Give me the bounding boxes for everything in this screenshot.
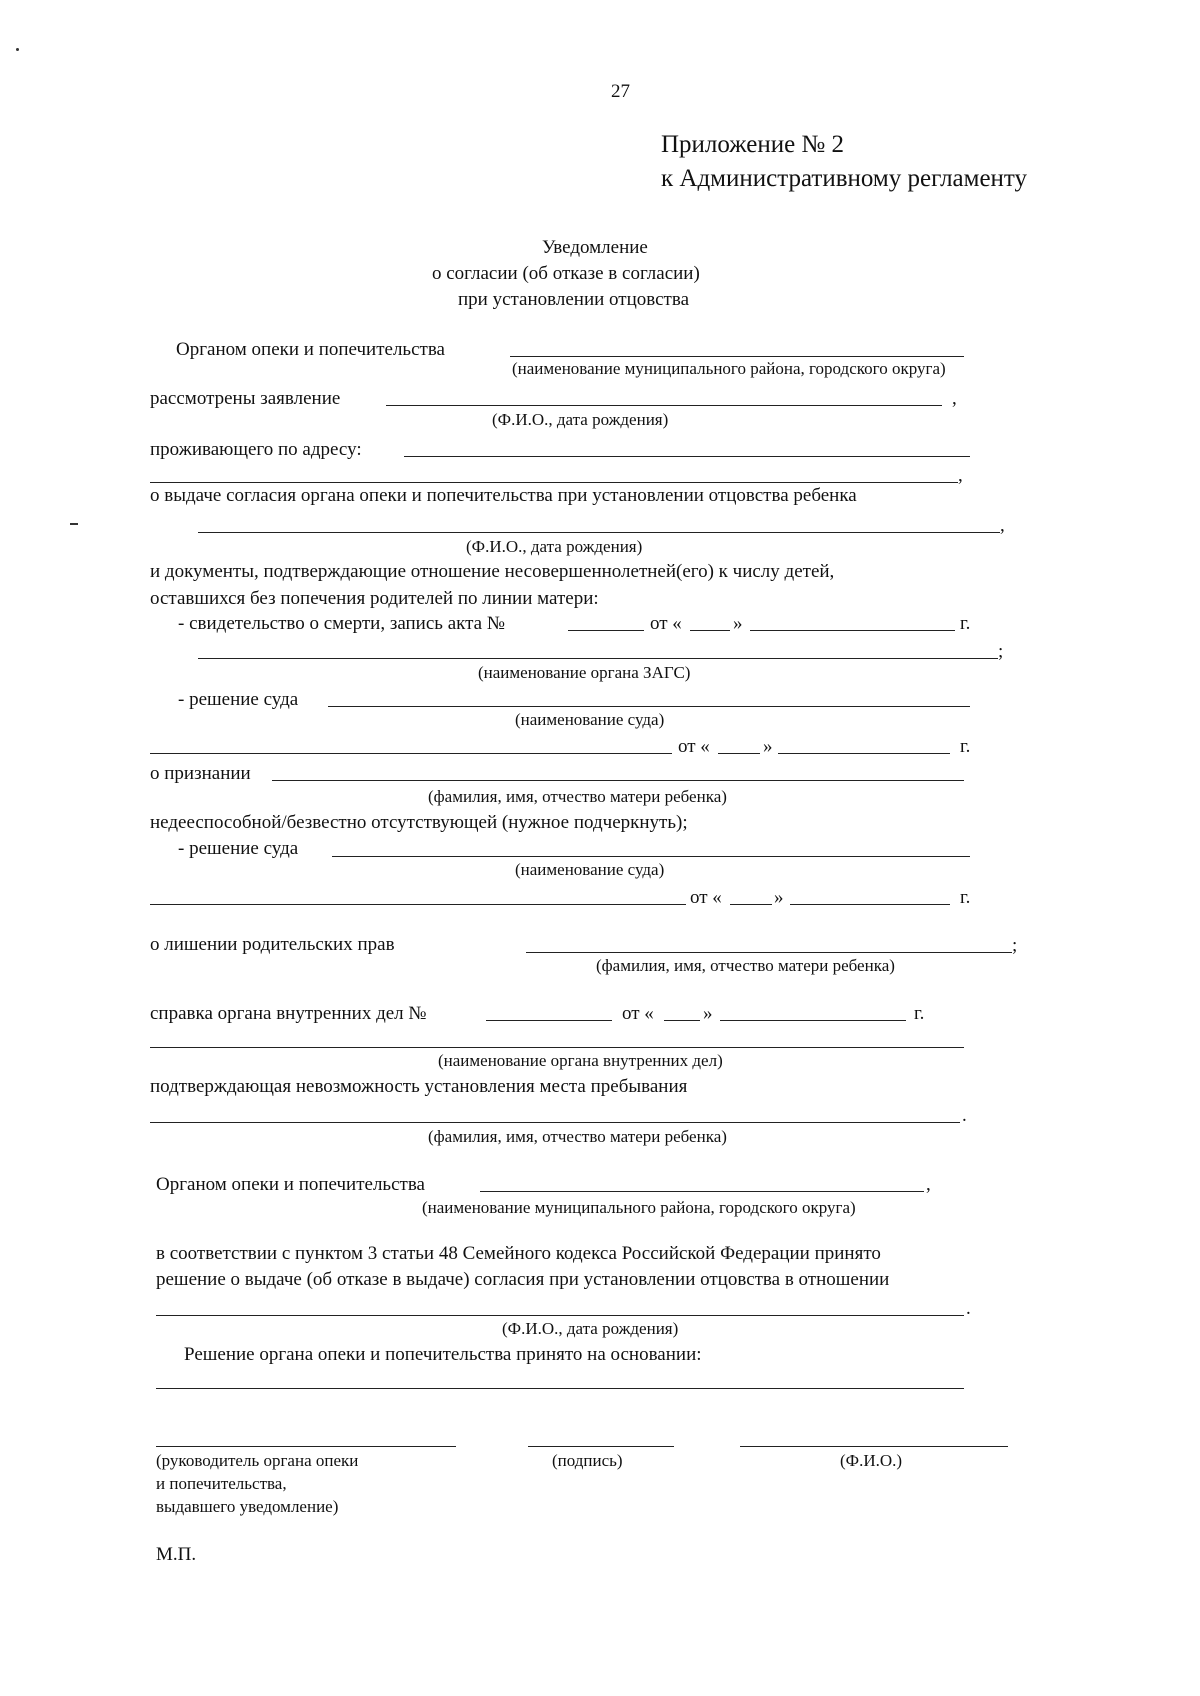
confirming-text: подтверждающая невозможность установления места пребывания [150,1076,688,1097]
court2-quote: » [774,887,784,908]
court2-name-field[interactable] [332,856,970,857]
deprivation-hint: (фамилия, имя, отчество матери ребенка) [596,956,895,975]
document-title: Уведомление [542,237,648,258]
organ2-hint: (наименование муниципального района, городского округа) [422,1198,856,1217]
signature-label: (подпись) [552,1451,623,1470]
death-cert-year: г. [960,613,971,634]
police-year: г. [914,1003,925,1024]
death-cert-quote: » [733,613,743,634]
court1-number-field[interactable] [150,753,672,754]
police-from: от « [622,1003,654,1024]
confirming-hint: (фамилия, имя, отчество матери ребенка) [428,1127,727,1146]
court2-year: г. [960,887,971,908]
documents-text-2: оставшихся без попечения родителей по линии матери: [150,588,599,609]
basis-text: Решение органа опеки и попечительства принято на основании: [184,1344,702,1365]
name-label: (Ф.И.О.) [840,1451,903,1470]
zags-hint: (наименование органа ЗАГС) [478,663,691,682]
police-organ-hint: (наименование органа внутренних дел) [438,1051,723,1070]
stamp-label: М.П. [156,1544,197,1565]
death-cert-label: - свидетельство о смерти, запись акта № [178,613,505,634]
decision-person-field[interactable] [156,1315,964,1316]
court2-label: - решение суда [178,838,299,859]
recognition-label: о признании [150,763,251,784]
appendix-title: Приложение № 2 [661,131,845,158]
deprivation-semicolon: ; [1012,935,1018,956]
police-number-field[interactable] [486,1020,612,1021]
decision-text-2: решение о выдаче (об отказе в выдаче) согласия при установлении отцовства в отношении [156,1269,890,1290]
address-label: проживающего по адресу: [150,439,362,460]
death-cert-date-field[interactable] [750,630,955,631]
document-subtitle-1: о согласии (об отказе в согласии) [432,263,700,284]
scan-mark [70,523,78,525]
documents-text-1: и документы, подтверждающие отношение несовершеннолетней(его) к числу детей, [150,561,835,582]
court1-hint: (наименование суда) [515,710,665,729]
police-quote: » [703,1003,713,1024]
applicant-comma: , [952,388,957,409]
applicant-label: рассмотрены заявление [150,388,341,409]
court2-hint: (наименование суда) [515,860,665,879]
confirming-field[interactable] [150,1122,960,1123]
organ-hint: (наименование муниципального района, городского округа) [512,359,946,378]
death-cert-number-field[interactable] [568,630,644,631]
confirming-period: . [962,1105,967,1126]
head-label-2: и попечительства, [156,1474,287,1493]
basis-field[interactable] [156,1388,964,1389]
organ2-label: Органом опеки и попечительства [156,1174,425,1195]
deprivation-label: о лишении родительских прав [150,934,395,955]
child-field[interactable] [198,532,1000,533]
decision-text-1: в соответствии с пунктом 3 статьи 48 Семейного кодекса Российской Федерации принято [156,1243,881,1264]
consent-text: о выдаче согласия органа опеки и попечительства при установлении отцовства ребенка [150,485,857,506]
court1-date-field[interactable] [778,753,950,754]
organ2-name-field[interactable] [480,1191,924,1192]
applicant-hint: (Ф.И.О., дата рождения) [492,410,669,429]
organ2-comma: , [926,1174,931,1195]
court2-date-field[interactable] [790,904,950,905]
death-cert-day-field[interactable] [690,630,730,631]
court2-day-field[interactable] [730,904,772,905]
recognition-hint: (фамилия, имя, отчество матери ребенка) [428,787,727,806]
recognition-field[interactable] [272,780,964,781]
death-cert-from: от « [650,613,682,634]
child-hint: (Ф.И.О., дата рождения) [466,537,643,556]
zags-semicolon: ; [998,641,1004,662]
court1-from: от « [678,736,710,757]
address-field-2[interactable] [150,482,958,483]
zags-field[interactable] [198,658,998,659]
head-signature-line[interactable] [156,1446,456,1447]
applicant-field[interactable] [386,405,942,406]
document-subtitle-2: при установлении отцовства [458,289,690,310]
deprivation-field[interactable] [526,952,1012,953]
court2-from: от « [690,887,722,908]
police-label: справка органа внутренних дел № [150,1003,427,1024]
organ-label: Органом опеки и попечительства [176,339,445,360]
decision-period: . [966,1298,971,1319]
address-field[interactable] [404,456,970,457]
appendix-subtitle: к Административному регламенту [661,165,1028,192]
police-day-field[interactable] [664,1020,700,1021]
court1-quote: » [763,736,773,757]
child-comma: , [1000,515,1005,536]
incapacity-text: недееспособной/безвестно отсутствующей (нужное подчеркнуть); [150,812,688,833]
police-organ-field[interactable] [150,1047,964,1048]
court1-year: г. [960,736,971,757]
court1-day-field[interactable] [718,753,760,754]
head-label-3: выдавшего уведомление) [156,1497,339,1516]
organ-name-field[interactable] [510,356,964,357]
court1-name-field[interactable] [328,706,970,707]
name-line[interactable] [740,1446,1008,1447]
signature-line[interactable] [528,1446,674,1447]
decision-person-hint: (Ф.И.О., дата рождения) [502,1319,679,1338]
court1-label: - решение суда [178,689,299,710]
scan-speck [16,48,19,51]
address-comma: , [958,465,963,486]
head-label-1: (руководитель органа опеки [156,1451,359,1470]
police-date-field[interactable] [720,1020,906,1021]
court2-number-field[interactable] [150,904,686,905]
page-number: 27 [611,81,630,102]
